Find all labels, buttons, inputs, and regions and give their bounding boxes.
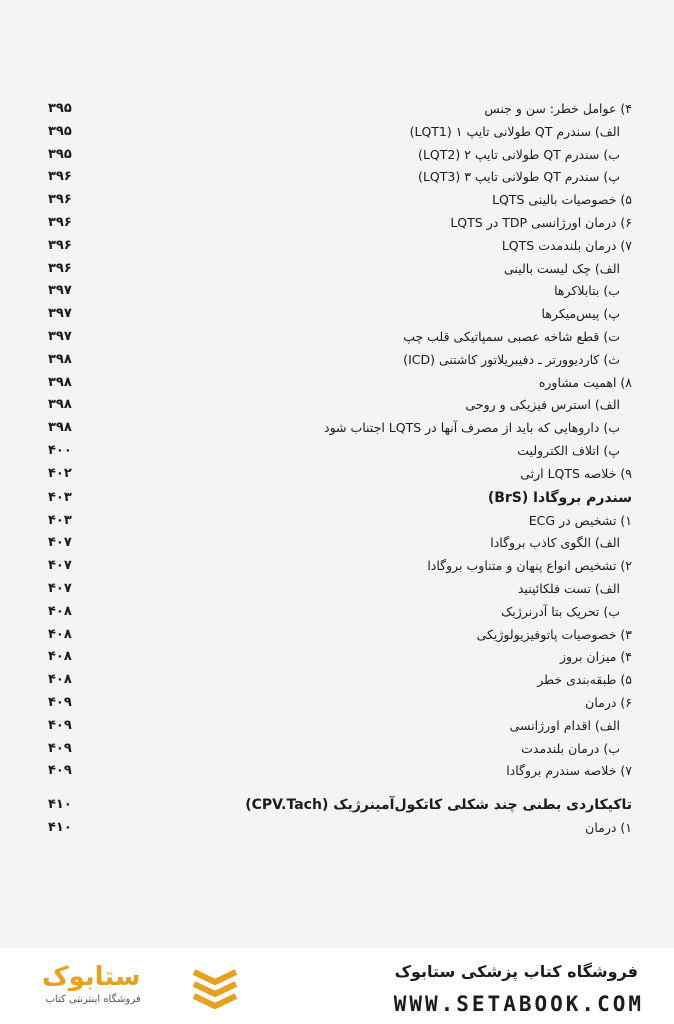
toc-entry-title: الف) تست فلکائینید xyxy=(516,578,620,601)
toc-entry-title: پ) پیس‌میکرها xyxy=(540,303,620,326)
toc-chapter-heading[interactable] xyxy=(48,793,632,817)
toc-page-number: ۳۹۶ xyxy=(48,237,72,253)
toc-entry[interactable] xyxy=(48,349,632,372)
toc-page-number: ۳۹۵ xyxy=(48,146,72,162)
toc-entry[interactable] xyxy=(48,280,632,303)
toc-page-number: ۳۹۸ xyxy=(48,397,72,413)
toc-entry[interactable] xyxy=(48,235,632,258)
toc-page-number: ۴۰۲ xyxy=(48,465,72,481)
toc-entry-title: ت) قطع شاخه عصبی سمپاتیکی قلب چپ xyxy=(401,326,620,349)
toc-page-number: ۴۰۳ xyxy=(48,512,72,528)
toc-page-number: ۴۰۳ xyxy=(48,489,72,505)
toc-entry-title: ۴) میزان بروز xyxy=(558,646,632,669)
toc-entry[interactable] xyxy=(48,166,632,189)
toc-entry-title: ۲) تشخیص انواع پنهان و متناوب بروگادا xyxy=(425,555,632,578)
toc-entry-title: تاکیکاردی بطنی چند شکلی کاتکول‌آمینرژیک (CPV.Tach) xyxy=(243,793,632,817)
toc-chapter-heading[interactable] xyxy=(48,486,632,510)
book-stack-icon xyxy=(188,962,242,1012)
toc-entry[interactable] xyxy=(48,669,632,692)
store-name: فروشگاه کتاب پزشکی ستابوک xyxy=(394,962,638,981)
toc-entry-title: سندرم بروگادا (BrS) xyxy=(486,486,632,510)
toc-page-number: ۴۰۷ xyxy=(48,535,72,551)
logo-wordmark: ستابوک xyxy=(42,962,141,992)
toc-page-number: ۴۰۸ xyxy=(48,649,72,665)
toc-entry-title: ۱) تشخیص در ECG xyxy=(527,510,632,533)
toc-entry-title: ۵) خصوصیات بالینی LQTS xyxy=(490,189,632,212)
toc-page-number: ۳۹۶ xyxy=(48,214,72,230)
toc-page-number: ۴۰۹ xyxy=(48,763,72,779)
toc-entry-title: ۷) خلاصه سندرم بروگادا xyxy=(504,760,632,783)
toc-entry[interactable] xyxy=(48,555,632,578)
toc-entry[interactable] xyxy=(48,601,632,624)
toc-page-number: ۴۰۷ xyxy=(48,558,72,574)
toc-entry[interactable] xyxy=(48,212,632,235)
toc-page-number: ۴۰۹ xyxy=(48,740,72,756)
toc-entry-title: ب) تحریک بتا آدرنرژیک xyxy=(499,601,620,624)
toc-page-number: ۳۹۸ xyxy=(48,351,72,367)
toc-entry[interactable] xyxy=(48,326,632,349)
store-banner xyxy=(0,948,674,1024)
toc-entry[interactable] xyxy=(48,98,632,121)
toc-entry-title: ۳) خصوصیات پاتوفیزیولوژیکی xyxy=(475,624,632,647)
toc-entry[interactable] xyxy=(48,624,632,647)
toc-entry[interactable] xyxy=(48,463,632,486)
toc-page-number: ۳۹۶ xyxy=(48,260,72,276)
toc-page-number: ۴۰۸ xyxy=(48,626,72,642)
toc-page-number: ۳۹۵ xyxy=(48,101,72,116)
toc-entry-title: ۶) درمان xyxy=(583,692,632,715)
toc-entry-title: الف) سندرم QT طولانی تایپ ۱ (LQT1) xyxy=(408,121,620,144)
toc-page-number: ۴۰۷ xyxy=(48,580,72,596)
toc-entry-title: الف) چک لیست بالینی xyxy=(502,258,620,281)
logo-subtitle: فروشگاه اینترنتی کتاب xyxy=(45,994,141,1005)
toc-page-number: ۳۹۷ xyxy=(48,328,72,344)
toc-entry[interactable] xyxy=(48,372,632,395)
toc-entry-title: ۸) اهمیت مشاوره xyxy=(537,372,632,395)
toc-entry[interactable] xyxy=(48,760,632,783)
toc-entry[interactable] xyxy=(48,578,632,601)
toc-entry[interactable] xyxy=(48,692,632,715)
toc-page-number: ۳۹۵ xyxy=(48,123,72,139)
toc-entry-title: ۷) درمان بلندمدت LQTS xyxy=(500,235,632,258)
store-url[interactable]: WWW.SETABOOK.COM xyxy=(393,992,644,1016)
toc-page-number: ۴۱۰ xyxy=(48,797,72,813)
toc-entry[interactable] xyxy=(48,258,632,281)
toc-entry[interactable] xyxy=(48,532,632,555)
toc-entry-title: ۴) عوامل خطر: سن و جنس xyxy=(482,98,632,121)
toc-entry[interactable] xyxy=(48,144,632,167)
toc-entry-title: ب) داروهایی که باید از مصرف آنها در LQTS اجتناب شود xyxy=(322,417,620,440)
toc-entry[interactable] xyxy=(48,303,632,326)
toc-entry[interactable] xyxy=(48,440,632,463)
toc-entry[interactable] xyxy=(48,817,632,840)
toc-entry-title: ب) بتابلاکرها xyxy=(552,280,620,303)
table-of-contents xyxy=(48,98,632,840)
toc-entry-title: ۹) خلاصه LQTS ارثی xyxy=(518,463,632,486)
toc-entry[interactable] xyxy=(48,394,632,417)
toc-page-number: ۳۹۶ xyxy=(48,192,72,208)
toc-entry[interactable] xyxy=(48,510,632,533)
toc-page-number: ۴۰۸ xyxy=(48,672,72,688)
toc-entry-title: ۱) درمان xyxy=(583,817,632,840)
toc-entry-title: پ) اتلاف الکترولیت xyxy=(515,440,620,463)
toc-entry[interactable] xyxy=(48,738,632,761)
toc-entry[interactable] xyxy=(48,646,632,669)
toc-entry[interactable] xyxy=(48,189,632,212)
toc-page-number: ۳۹۷ xyxy=(48,283,72,299)
toc-entry-title: الف) استرس فیزیکی و روحی xyxy=(463,394,620,417)
toc-entry[interactable] xyxy=(48,121,632,144)
toc-page-number: ۴۰۸ xyxy=(48,603,72,619)
toc-page-number: ۳۹۶ xyxy=(48,169,72,185)
toc-entry-title: ۶) درمان اورژانسی TDP در LQTS xyxy=(448,212,632,235)
toc-entry-title: ۵) طبقه‌بندی خطر xyxy=(535,669,632,692)
toc-page-number: ۴۰۰ xyxy=(48,442,72,458)
toc-entry[interactable] xyxy=(48,417,632,440)
toc-entry[interactable] xyxy=(48,715,632,738)
toc-page-number: ۴۰۹ xyxy=(48,717,72,733)
toc-page-number: ۴۱۰ xyxy=(48,820,72,836)
toc-entry-title: الف) اقدام اورژانسی xyxy=(508,715,620,738)
toc-page-number: ۳۹۸ xyxy=(48,420,72,436)
toc-entry-title: ث) کاردیوورتر ـ دفیبریلاتور کاشتنی (ICD) xyxy=(401,349,620,372)
toc-entry-title: ب) سندرم QT طولانی تایپ ۲ (LQT2) xyxy=(416,144,620,167)
toc-entry-title: پ) سندرم QT طولانی تایپ ۳ (LQT3) xyxy=(416,166,620,189)
toc-entry-title: ب) درمان بلندمدت xyxy=(519,738,620,761)
store-logo[interactable] xyxy=(42,962,141,1005)
toc-page-number: ۳۹۷ xyxy=(48,306,72,322)
toc-page-number: ۴۰۹ xyxy=(48,694,72,710)
toc-entry-title: الف) الگوی کاذب بروگادا xyxy=(488,532,620,555)
toc-page-number: ۳۹۸ xyxy=(48,374,72,390)
